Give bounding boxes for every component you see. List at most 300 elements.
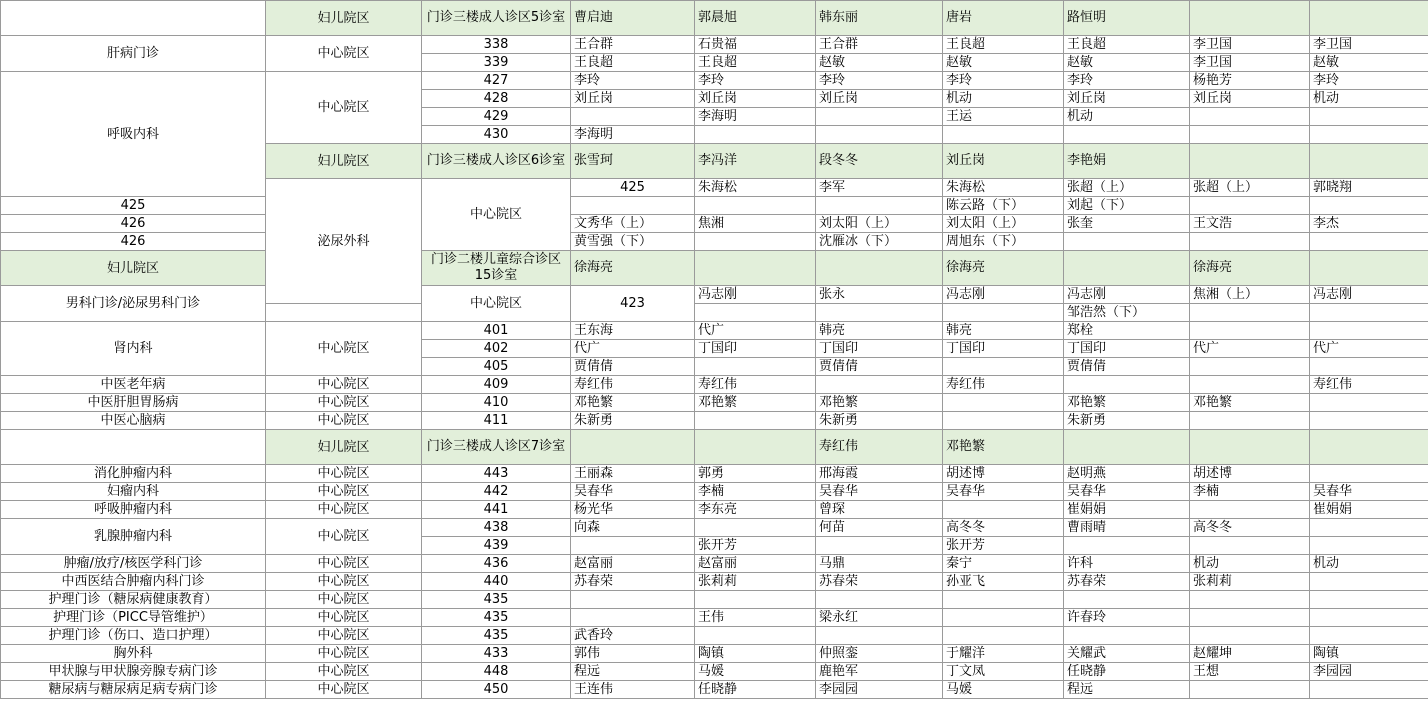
table-row bbox=[1, 394, 1428, 412]
doctor-cell bbox=[816, 126, 943, 144]
doctor-cell: 赵耀坤 bbox=[1190, 645, 1310, 663]
doctor-cell bbox=[1310, 537, 1428, 555]
doctor-cell: 吴春华 bbox=[1310, 483, 1428, 501]
room-cell: 409 bbox=[422, 376, 571, 394]
doctor-cell: 李玲 bbox=[571, 72, 695, 90]
doctor-cell bbox=[1190, 537, 1310, 555]
doctor-cell: 王东海 bbox=[571, 322, 695, 340]
doctor-cell: 贾倩倩 bbox=[1064, 358, 1190, 376]
doctor-cell bbox=[1310, 358, 1428, 376]
doctor-cell bbox=[571, 197, 695, 215]
doctor-cell: 代广 bbox=[695, 322, 816, 340]
doctor-cell: 曾琛 bbox=[816, 501, 943, 519]
doctor-cell bbox=[1310, 108, 1428, 126]
doctor-cell: 朱新勇 bbox=[1064, 412, 1190, 430]
doctor-cell: 曹启迪 bbox=[571, 1, 695, 36]
doctor-cell bbox=[943, 627, 1064, 645]
doctor-cell: 朱海松 bbox=[943, 179, 1064, 197]
doctor-cell: 刘丘岗 bbox=[943, 144, 1064, 179]
doctor-cell: 王想 bbox=[1190, 663, 1310, 681]
doctor-cell bbox=[695, 591, 816, 609]
doctor-cell: 胡述博 bbox=[943, 465, 1064, 483]
doctor-cell bbox=[1064, 537, 1190, 555]
department-cell: 护理门诊（PICC导管维护） bbox=[1, 609, 266, 627]
doctor-cell: 张开芳 bbox=[943, 537, 1064, 555]
doctor-cell: 朱新勇 bbox=[571, 412, 695, 430]
campus-cell: 中心院区 bbox=[266, 573, 422, 591]
doctor-cell bbox=[816, 251, 943, 286]
doctor-cell: 朱海松 bbox=[695, 179, 816, 197]
doctor-cell: 李海明 bbox=[571, 126, 695, 144]
table-row bbox=[1, 376, 1428, 394]
doctor-cell: 郑栓 bbox=[1064, 322, 1190, 340]
doctor-cell: 寿红伟 bbox=[695, 376, 816, 394]
doctor-cell: 秦宁 bbox=[943, 555, 1064, 573]
doctor-cell bbox=[1310, 394, 1428, 412]
doctor-cell bbox=[816, 591, 943, 609]
table-row bbox=[1, 465, 1428, 483]
room-cell: 433 bbox=[422, 645, 571, 663]
doctor-cell: 王连伟 bbox=[571, 681, 695, 699]
campus-cell: 中心院区 bbox=[266, 465, 422, 483]
doctor-cell bbox=[1190, 126, 1310, 144]
room-cell: 402 bbox=[422, 340, 571, 358]
campus-cell: 中心院区 bbox=[422, 286, 571, 322]
doctor-cell: 石贵福 bbox=[695, 36, 816, 54]
room-cell: 405 bbox=[422, 358, 571, 376]
doctor-cell bbox=[943, 358, 1064, 376]
doctor-cell: 丁国印 bbox=[695, 340, 816, 358]
doctor-cell bbox=[1190, 233, 1310, 251]
doctor-cell bbox=[1064, 376, 1190, 394]
department-cell: 呼吸内科 bbox=[1, 72, 266, 197]
table-row bbox=[1, 573, 1428, 591]
department-cell: 甲状腺与甲状腺旁腺专病门诊 bbox=[1, 663, 266, 681]
doctor-cell: 任晓静 bbox=[1064, 663, 1190, 681]
doctor-cell: 曹雨晴 bbox=[1064, 519, 1190, 537]
doctor-cell: 冯志刚 bbox=[943, 286, 1064, 304]
doctor-cell: 张奎 bbox=[1064, 215, 1190, 233]
doctor-cell bbox=[1310, 430, 1428, 465]
campus-cell: 中心院区 bbox=[266, 627, 422, 645]
room-cell: 423 bbox=[571, 286, 695, 322]
doctor-cell bbox=[943, 609, 1064, 627]
doctor-cell bbox=[695, 627, 816, 645]
doctor-cell bbox=[1190, 627, 1310, 645]
schedule-body bbox=[1, 1, 1428, 699]
table-row bbox=[1, 412, 1428, 430]
doctor-cell bbox=[695, 233, 816, 251]
table-row bbox=[1, 681, 1428, 699]
campus-cell: 妇儿院区 bbox=[1, 251, 266, 286]
table-row bbox=[1, 591, 1428, 609]
table-row bbox=[1, 72, 1428, 90]
doctor-cell: 机动 bbox=[1310, 555, 1428, 573]
room-cell: 436 bbox=[422, 555, 571, 573]
doctor-cell: 丁国印 bbox=[816, 340, 943, 358]
doctor-cell: 高冬冬 bbox=[943, 519, 1064, 537]
doctor-cell bbox=[1064, 233, 1190, 251]
doctor-cell bbox=[571, 609, 695, 627]
doctor-cell bbox=[1064, 251, 1190, 286]
department-cell: 护理门诊（糖尿病健康教育） bbox=[1, 591, 266, 609]
room-cell: 435 bbox=[422, 609, 571, 627]
doctor-cell: 李玲 bbox=[695, 72, 816, 90]
department-cell: 中医肝胆胃肠病 bbox=[1, 394, 266, 412]
campus-cell: 妇儿院区 bbox=[266, 430, 422, 465]
table-row bbox=[1, 322, 1428, 340]
campus-cell: 中心院区 bbox=[266, 376, 422, 394]
campus-cell: 妇儿院区 bbox=[266, 1, 422, 36]
department-cell: 糖尿病与糖尿病足病专病门诊 bbox=[1, 681, 266, 699]
doctor-cell: 马媛 bbox=[695, 663, 816, 681]
campus-cell: 中心院区 bbox=[266, 322, 422, 376]
doctor-cell bbox=[943, 412, 1064, 430]
doctor-cell: 张莉莉 bbox=[1190, 573, 1310, 591]
doctor-cell: 王良超 bbox=[571, 54, 695, 72]
doctor-cell bbox=[1190, 430, 1310, 465]
doctor-cell: 杨艳芳 bbox=[1190, 72, 1310, 90]
doctor-cell: 王良超 bbox=[695, 54, 816, 72]
doctor-cell: 段冬冬 bbox=[816, 144, 943, 179]
doctor-cell: 苏春荣 bbox=[816, 573, 943, 591]
doctor-cell: 向森 bbox=[571, 519, 695, 537]
doctor-cell: 鹿艳军 bbox=[816, 663, 943, 681]
table-row bbox=[1, 627, 1428, 645]
doctor-cell bbox=[266, 304, 422, 322]
department-cell: 呼吸肿瘤内科 bbox=[1, 501, 266, 519]
room-cell: 442 bbox=[422, 483, 571, 501]
department-cell bbox=[1, 430, 266, 465]
department-cell: 肝病门诊 bbox=[1, 36, 266, 72]
campus-cell: 中心院区 bbox=[266, 555, 422, 573]
doctor-cell bbox=[571, 430, 695, 465]
department-cell: 护理门诊（伤口、造口护理） bbox=[1, 627, 266, 645]
department-cell: 妇瘤内科 bbox=[1, 483, 266, 501]
doctor-cell: 邓艳繁 bbox=[816, 394, 943, 412]
department-cell: 肿瘤/放疗/核医学科门诊 bbox=[1, 555, 266, 573]
doctor-cell: 李楠 bbox=[1190, 483, 1310, 501]
doctor-cell: 韩东丽 bbox=[816, 1, 943, 36]
doctor-cell: 丁国印 bbox=[943, 340, 1064, 358]
doctor-cell bbox=[571, 108, 695, 126]
doctor-cell bbox=[1310, 519, 1428, 537]
campus-cell: 中心院区 bbox=[266, 36, 422, 72]
room-cell: 441 bbox=[422, 501, 571, 519]
doctor-cell bbox=[816, 537, 943, 555]
doctor-cell: 代广 bbox=[1190, 340, 1310, 358]
doctor-cell: 王良超 bbox=[943, 36, 1064, 54]
doctor-cell: 王合群 bbox=[571, 36, 695, 54]
doctor-cell bbox=[1190, 144, 1310, 179]
room-cell: 门诊三楼成人诊区5诊室 bbox=[422, 1, 571, 36]
doctor-cell bbox=[1310, 609, 1428, 627]
doctor-cell bbox=[1190, 197, 1310, 215]
table-row bbox=[1, 519, 1428, 537]
doctor-cell bbox=[1064, 430, 1190, 465]
room-cell: 425 bbox=[571, 179, 695, 197]
doctor-cell bbox=[695, 358, 816, 376]
doctor-cell: 周旭东（下） bbox=[943, 233, 1064, 251]
table-row bbox=[1, 197, 1428, 215]
table-row bbox=[1, 555, 1428, 573]
doctor-cell: 李卫国 bbox=[1190, 36, 1310, 54]
campus-cell: 中心院区 bbox=[266, 663, 422, 681]
doctor-cell: 张莉莉 bbox=[695, 573, 816, 591]
room-cell: 338 bbox=[422, 36, 571, 54]
doctor-cell bbox=[571, 537, 695, 555]
doctor-cell: 沈雁冰（下） bbox=[816, 233, 943, 251]
doctor-cell bbox=[1310, 197, 1428, 215]
table-row bbox=[1, 215, 1428, 233]
doctor-cell: 郭勇 bbox=[695, 465, 816, 483]
campus-cell: 中心院区 bbox=[266, 483, 422, 501]
campus-cell: 中心院区 bbox=[266, 681, 422, 699]
doctor-cell: 赵富丽 bbox=[695, 555, 816, 573]
doctor-cell bbox=[943, 591, 1064, 609]
doctor-cell bbox=[816, 197, 943, 215]
doctor-cell: 崔娟娟 bbox=[1310, 501, 1428, 519]
doctor-cell: 黄雪强（下） bbox=[571, 233, 695, 251]
doctor-cell bbox=[816, 304, 943, 322]
doctor-cell: 焦湘（上） bbox=[1190, 286, 1310, 304]
department-cell: 乳腺肿瘤内科 bbox=[1, 519, 266, 555]
doctor-cell: 李园园 bbox=[816, 681, 943, 699]
doctor-cell: 刘丘岗 bbox=[1064, 90, 1190, 108]
doctor-cell bbox=[1310, 144, 1428, 179]
doctor-cell: 马媛 bbox=[943, 681, 1064, 699]
doctor-cell bbox=[695, 519, 816, 537]
doctor-cell bbox=[943, 304, 1064, 322]
doctor-cell: 王文浩 bbox=[1190, 215, 1310, 233]
doctor-cell: 徐海亮 bbox=[571, 251, 695, 286]
doctor-cell: 任晓静 bbox=[695, 681, 816, 699]
doctor-cell: 张超（上） bbox=[1190, 179, 1310, 197]
doctor-cell bbox=[695, 126, 816, 144]
doctor-cell bbox=[695, 197, 816, 215]
room-cell: 439 bbox=[422, 537, 571, 555]
doctor-cell: 李楠 bbox=[695, 483, 816, 501]
doctor-cell bbox=[1190, 591, 1310, 609]
department-cell: 泌尿外科 bbox=[266, 179, 422, 304]
doctor-cell: 邹浩然（下） bbox=[1064, 304, 1190, 322]
doctor-cell bbox=[1310, 465, 1428, 483]
doctor-cell: 郭晓翔 bbox=[1310, 179, 1428, 197]
doctor-cell: 韩亮 bbox=[943, 322, 1064, 340]
doctor-cell: 刘丘岗 bbox=[571, 90, 695, 108]
table-row bbox=[1, 251, 1428, 286]
table-row bbox=[1, 645, 1428, 663]
doctor-cell: 刘丘岗 bbox=[1190, 90, 1310, 108]
department-cell: 男科门诊/泌尿男科门诊 bbox=[1, 286, 266, 322]
doctor-cell: 文秀华（上） bbox=[571, 215, 695, 233]
doctor-cell: 赵敏 bbox=[816, 54, 943, 72]
doctor-cell bbox=[1190, 681, 1310, 699]
doctor-cell: 高冬冬 bbox=[1190, 519, 1310, 537]
doctor-cell bbox=[1310, 591, 1428, 609]
doctor-cell: 李玲 bbox=[1310, 72, 1428, 90]
doctor-cell: 刘太阳（上） bbox=[816, 215, 943, 233]
doctor-cell: 陶镇 bbox=[1310, 645, 1428, 663]
doctor-cell: 冯志刚 bbox=[1064, 286, 1190, 304]
doctor-cell: 张开芳 bbox=[695, 537, 816, 555]
table-row bbox=[1, 430, 1428, 465]
doctor-cell: 赵敏 bbox=[1310, 54, 1428, 72]
campus-cell: 中心院区 bbox=[266, 591, 422, 609]
doctor-cell: 寿红伟 bbox=[816, 430, 943, 465]
doctor-cell: 郭伟 bbox=[571, 645, 695, 663]
doctor-cell: 关耀武 bbox=[1064, 645, 1190, 663]
doctor-cell: 李冯洋 bbox=[695, 144, 816, 179]
department-cell: 中医心脑病 bbox=[1, 412, 266, 430]
doctor-cell bbox=[1190, 304, 1310, 322]
table-row bbox=[1, 1, 1428, 36]
doctor-cell: 刘丘岗 bbox=[695, 90, 816, 108]
doctor-cell bbox=[943, 394, 1064, 412]
doctor-cell: 吴春华 bbox=[943, 483, 1064, 501]
campus-cell: 中心院区 bbox=[266, 412, 422, 430]
table-row bbox=[1, 483, 1428, 501]
room-cell: 425 bbox=[1, 197, 266, 215]
doctor-cell bbox=[1190, 358, 1310, 376]
doctor-cell bbox=[1310, 412, 1428, 430]
doctor-cell: 陈云路（下） bbox=[943, 197, 1064, 215]
department-cell: 消化肿瘤内科 bbox=[1, 465, 266, 483]
doctor-cell bbox=[1190, 501, 1310, 519]
doctor-cell: 机动 bbox=[1310, 90, 1428, 108]
doctor-cell: 赵富丽 bbox=[571, 555, 695, 573]
table-row bbox=[1, 663, 1428, 681]
doctor-cell: 焦湘 bbox=[695, 215, 816, 233]
doctor-cell bbox=[816, 376, 943, 394]
doctor-cell: 徐海亮 bbox=[943, 251, 1064, 286]
doctor-cell bbox=[1310, 573, 1428, 591]
doctor-cell: 仲照銮 bbox=[816, 645, 943, 663]
campus-cell: 中心院区 bbox=[266, 394, 422, 412]
department-cell bbox=[1, 1, 266, 36]
doctor-cell: 王良超 bbox=[1064, 36, 1190, 54]
doctor-cell bbox=[1190, 376, 1310, 394]
room-cell: 435 bbox=[422, 627, 571, 645]
campus-cell: 中心院区 bbox=[266, 72, 422, 144]
doctor-cell: 邢海霞 bbox=[816, 465, 943, 483]
doctor-cell: 刘丘岗 bbox=[816, 90, 943, 108]
doctor-cell: 李艳娟 bbox=[1064, 144, 1190, 179]
doctor-cell bbox=[1190, 1, 1310, 36]
doctor-cell: 代广 bbox=[1310, 340, 1428, 358]
doctor-cell: 赵敏 bbox=[943, 54, 1064, 72]
room-cell: 427 bbox=[422, 72, 571, 90]
doctor-cell: 徐海亮 bbox=[1190, 251, 1310, 286]
doctor-cell: 邓艳繁 bbox=[1064, 394, 1190, 412]
table-row bbox=[1, 501, 1428, 519]
campus-cell: 中心院区 bbox=[422, 179, 571, 251]
doctor-cell bbox=[695, 304, 816, 322]
room-cell: 438 bbox=[422, 519, 571, 537]
room-cell: 426 bbox=[1, 233, 266, 251]
room-cell: 430 bbox=[422, 126, 571, 144]
room-cell: 339 bbox=[422, 54, 571, 72]
doctor-cell bbox=[695, 412, 816, 430]
campus-cell: 妇儿院区 bbox=[266, 144, 422, 179]
table-row bbox=[1, 233, 1428, 251]
doctor-cell: 李军 bbox=[816, 179, 943, 197]
doctor-cell: 陶镇 bbox=[695, 645, 816, 663]
doctor-cell: 机动 bbox=[943, 90, 1064, 108]
doctor-cell bbox=[1190, 108, 1310, 126]
doctor-cell: 机动 bbox=[1190, 555, 1310, 573]
department-cell: 中医老年病 bbox=[1, 376, 266, 394]
doctor-cell: 刘起（下） bbox=[1064, 197, 1190, 215]
doctor-cell bbox=[1310, 322, 1428, 340]
department-cell: 胸外科 bbox=[1, 645, 266, 663]
room-cell: 411 bbox=[422, 412, 571, 430]
doctor-cell: 王伟 bbox=[695, 609, 816, 627]
doctor-cell: 许科 bbox=[1064, 555, 1190, 573]
doctor-cell bbox=[816, 627, 943, 645]
doctor-cell: 丁文凤 bbox=[943, 663, 1064, 681]
doctor-cell: 于耀洋 bbox=[943, 645, 1064, 663]
doctor-cell bbox=[1310, 304, 1428, 322]
doctor-cell: 胡述博 bbox=[1190, 465, 1310, 483]
doctor-cell: 苏春荣 bbox=[1064, 573, 1190, 591]
doctor-cell: 李玲 bbox=[1064, 72, 1190, 90]
doctor-cell bbox=[1310, 627, 1428, 645]
department-cell: 肾内科 bbox=[1, 322, 266, 376]
doctor-cell: 程远 bbox=[571, 663, 695, 681]
doctor-cell: 李海明 bbox=[695, 108, 816, 126]
doctor-cell: 赵敏 bbox=[1064, 54, 1190, 72]
doctor-cell bbox=[695, 430, 816, 465]
doctor-cell: 刘太阳（上） bbox=[943, 215, 1064, 233]
doctor-cell: 唐岩 bbox=[943, 1, 1064, 36]
campus-cell: 中心院区 bbox=[266, 519, 422, 555]
room-cell: 443 bbox=[422, 465, 571, 483]
doctor-cell: 邓艳繁 bbox=[695, 394, 816, 412]
doctor-cell: 李玲 bbox=[943, 72, 1064, 90]
doctor-cell: 王合群 bbox=[816, 36, 943, 54]
doctor-cell bbox=[695, 251, 816, 286]
table-row bbox=[1, 36, 1428, 54]
doctor-cell: 吴春华 bbox=[1064, 483, 1190, 501]
room-cell: 450 bbox=[422, 681, 571, 699]
doctor-cell: 张雪珂 bbox=[571, 144, 695, 179]
doctor-cell: 机动 bbox=[1064, 108, 1190, 126]
room-cell: 401 bbox=[422, 322, 571, 340]
room-cell: 门诊三楼成人诊区6诊室 bbox=[422, 144, 571, 179]
doctor-cell bbox=[1190, 412, 1310, 430]
doctor-cell: 李玲 bbox=[816, 72, 943, 90]
table-row bbox=[1, 609, 1428, 627]
room-cell: 410 bbox=[422, 394, 571, 412]
room-cell: 门诊三楼成人诊区7诊室 bbox=[422, 430, 571, 465]
room-cell: 435 bbox=[422, 591, 571, 609]
doctor-cell: 张永 bbox=[816, 286, 943, 304]
doctor-cell: 吴春华 bbox=[571, 483, 695, 501]
doctor-cell: 何苗 bbox=[816, 519, 943, 537]
room-cell: 440 bbox=[422, 573, 571, 591]
room-cell: 429 bbox=[422, 108, 571, 126]
doctor-cell: 许春玲 bbox=[1064, 609, 1190, 627]
doctor-cell bbox=[816, 108, 943, 126]
doctor-cell: 贾倩倩 bbox=[571, 358, 695, 376]
doctor-cell bbox=[571, 591, 695, 609]
doctor-cell: 郭晨旭 bbox=[695, 1, 816, 36]
doctor-cell: 武香玲 bbox=[571, 627, 695, 645]
doctor-cell bbox=[943, 501, 1064, 519]
doctor-cell: 李园园 bbox=[1310, 663, 1428, 681]
doctor-cell: 邓艳繁 bbox=[1190, 394, 1310, 412]
